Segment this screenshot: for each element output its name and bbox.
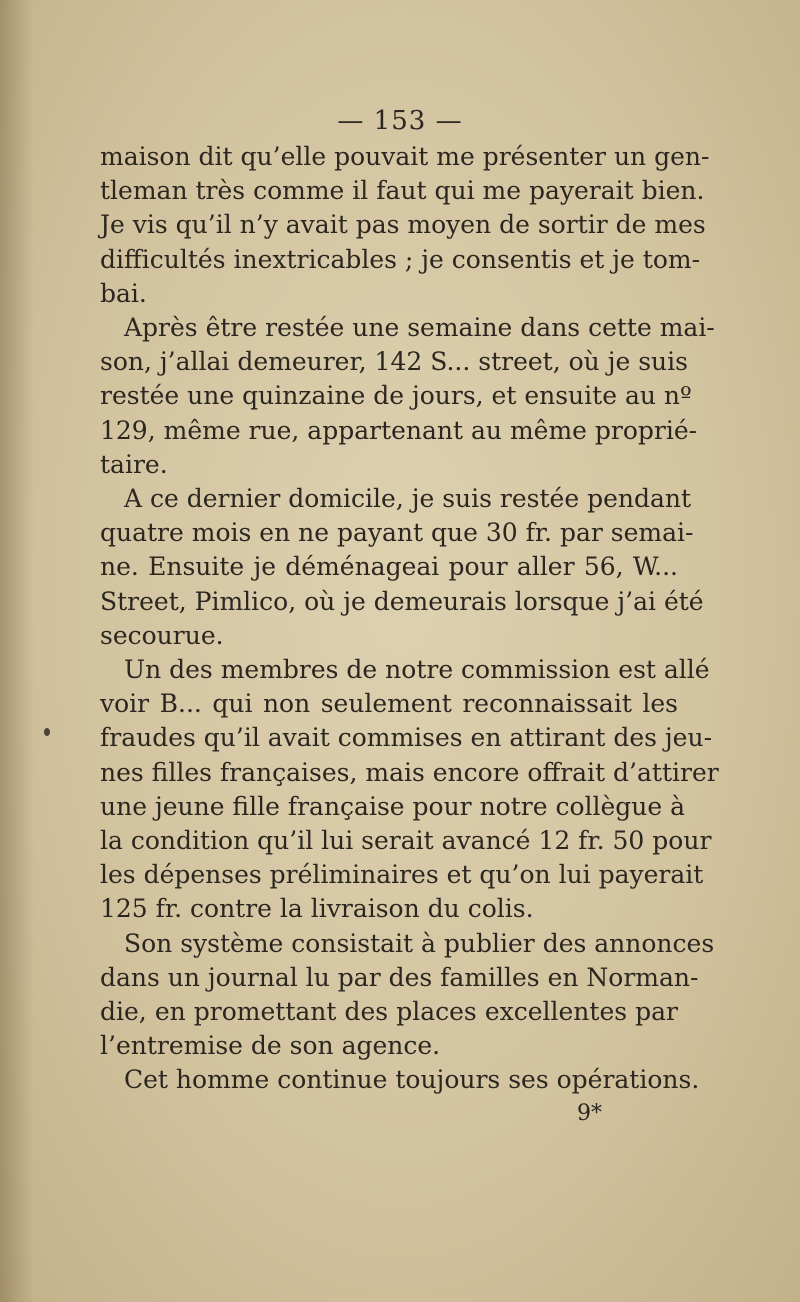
text-line: bai.: [100, 278, 147, 308]
text-line: Je vis qu’il n’y avait pas moyen de sortir de mes: [100, 210, 706, 240]
text-line: dans un journal lu par des familles en Norman-: [100, 962, 699, 992]
text-line: quatre mois en ne payant que 30 fr. par semai-: [100, 518, 694, 548]
text-line: la condition qu’il lui serait avancé 12 fr. 50 pour: [100, 826, 712, 856]
text-line: maison dit qu’elle pouvait me présenter un gen-: [100, 142, 710, 171]
text-line: tleman très comme il faut qui me payerait bien.: [100, 176, 705, 206]
page-number: — 153 —: [337, 106, 463, 136]
text-line: Son système consistait à publier des annonces: [124, 928, 715, 958]
text-line: Cet homme continue toujours ses opérations.: [124, 1065, 700, 1095]
text-line: les dépenses préliminaires et qu’on lui payerait: [100, 860, 704, 890]
text-line: 129, même rue, appartenant au même proprié-: [100, 415, 698, 445]
text-line: une jeune fille française pour notre collègue à: [100, 791, 686, 821]
text-line: difficultés inextricables ; je consentis et je tom-: [100, 244, 701, 274]
text-line: taire.: [100, 449, 168, 479]
text-line: Un des membres de notre commission est allé: [124, 655, 710, 685]
text-line: son, j’allai demeurer, 142 S... street, où je suis: [100, 347, 688, 377]
text-line: secourue.: [100, 620, 224, 650]
ink-speck: [44, 728, 50, 736]
text-line: Après être restée une semaine dans cette mai-: [124, 313, 715, 343]
text-line: fraudes qu’il avait commises en attirant des jeu-: [100, 723, 713, 753]
text-line: l’entremise de son agence.: [100, 1031, 441, 1061]
signature-mark: 9*: [577, 1101, 602, 1126]
text-line: A ce dernier domicile, je suis restée pendant: [124, 484, 692, 514]
body-text: [100, 140, 719, 1098]
text-line: Street, Pimlico, où je demeurais lorsque j’ai été: [100, 586, 704, 616]
text-line: nes filles françaises, mais encore offrait d’attirer: [100, 757, 719, 787]
page-gutter-shadow: [0, 0, 34, 1302]
text-line: voir B... qui non seulement reconnaissait les: [100, 689, 678, 719]
text-line: ne. Ensuite je déménageai pour aller 56, W...: [100, 552, 678, 582]
text-line: 125 fr. contre la livraison du colis.: [100, 894, 534, 924]
text-line: die, en promettant des places excellentes par: [100, 997, 678, 1027]
text-line: restée une quinzaine de jours, et ensuite au nº: [100, 381, 692, 411]
